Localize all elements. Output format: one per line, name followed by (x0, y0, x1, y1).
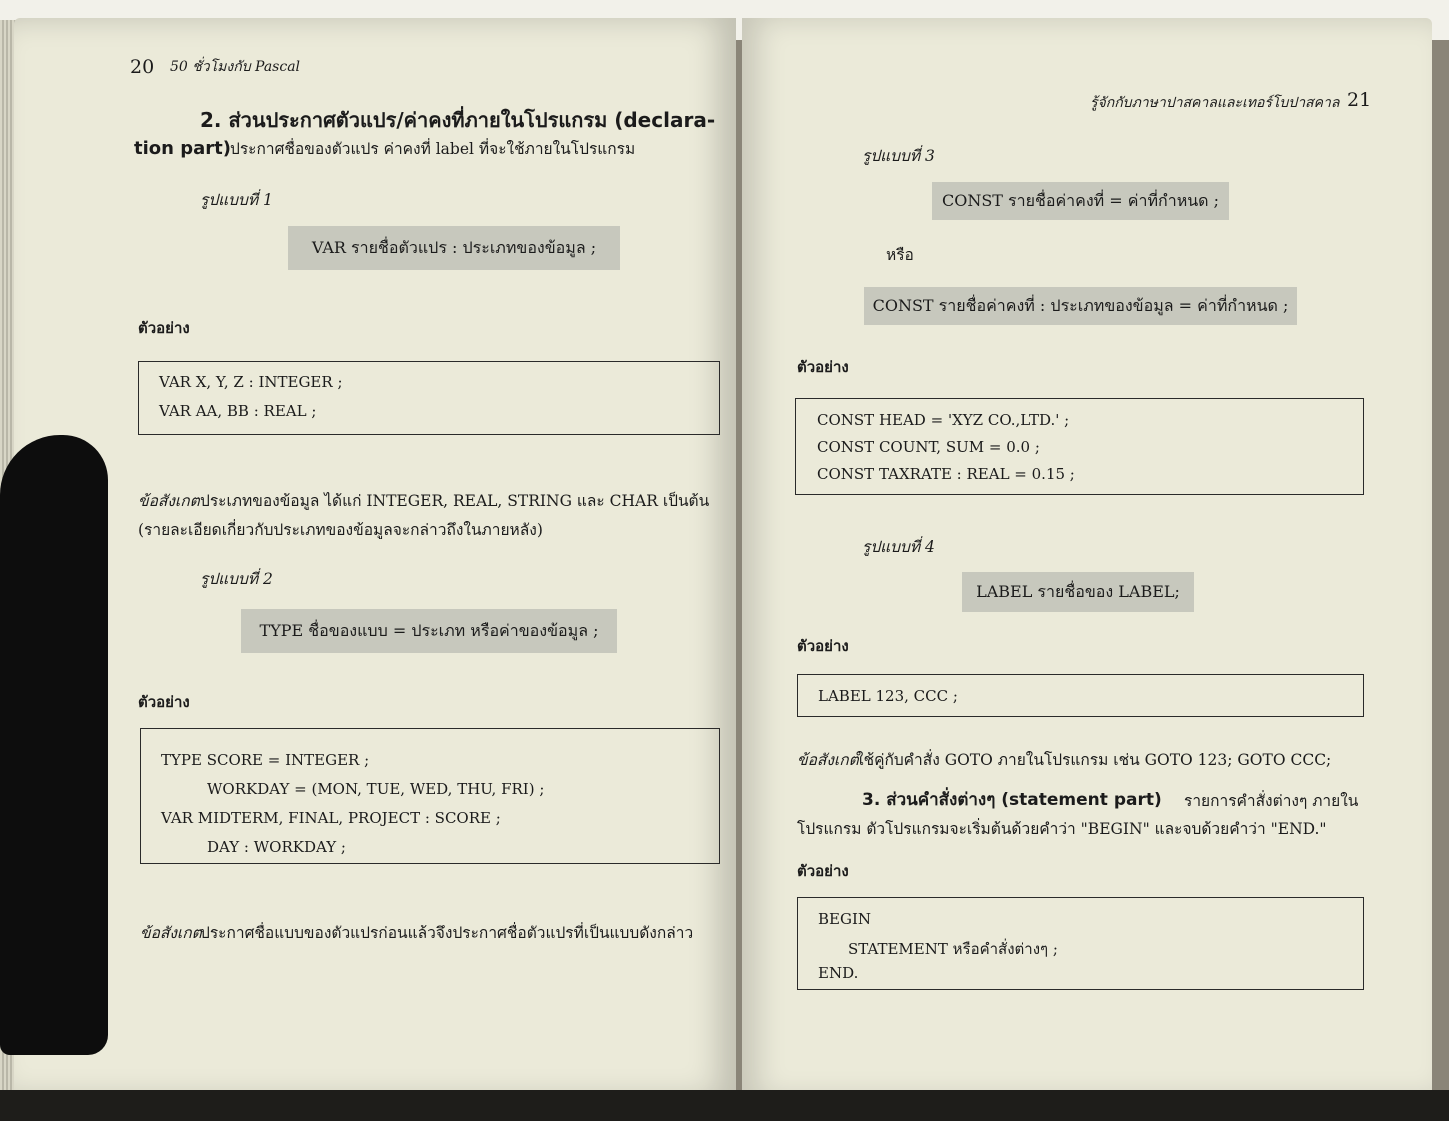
code-line: LABEL 123, CCC ; (818, 687, 958, 705)
example-label-3: ตัวอย่าง (797, 358, 849, 376)
note1-text2: (รายละเอียดเกี่ยวกับประเภทของข้อมูลจะกล่าวถึงในภายหลัง) (138, 521, 543, 539)
note3-label: ข้อสังเกต (797, 751, 859, 769)
code-line: TYPE SCORE = INTEGER ; (161, 751, 370, 769)
section2-desc: ประกาศชื่อของตัวแปร ค่าคงที่ label ที่จะใช้ภายในโปรแกรม (230, 140, 636, 158)
code-line: CONST HEAD = 'XYZ CO.,LTD.' ; (817, 411, 1070, 429)
example1-box (138, 361, 720, 435)
running-header-right: รู้จักกับภาษาปาสคาลและเทอร์โบปาสคาล (1090, 95, 1340, 111)
format1-label: รูปแบบที่ 1 (200, 191, 273, 209)
section3-title: 3. ส่วนคำสั่งต่างๆ (statement part) (862, 790, 1162, 810)
code-line: VAR X, Y, Z : INTEGER ; (159, 373, 343, 391)
code-line: CONST COUNT, SUM = 0.0 ; (817, 438, 1040, 456)
example-label-5: ตัวอย่าง (797, 862, 849, 880)
format4-label: รูปแบบที่ 4 (862, 538, 935, 556)
thumb-shadow (0, 435, 108, 1055)
code-line: END. (818, 964, 859, 982)
format3-label: รูปแบบที่ 3 (862, 147, 935, 165)
format3b-syntax: CONST รายชื่อค่าคงที่ : ประเภทของข้อมูล = ค่าที่กำหนด ; (864, 287, 1297, 325)
example3-box (795, 398, 1364, 495)
note1-text: ประเภทของข้อมูล ได้แก่ INTEGER, REAL, STRING และ CHAR เป็นต้น (200, 492, 710, 510)
code-line: CONST TAXRATE : REAL = 0.15 ; (817, 465, 1075, 483)
code-line: WORKDAY = (MON, TUE, WED, THU, FRI) ; (207, 780, 545, 798)
page-number-right: 21 (1347, 89, 1372, 111)
format3-syntax: CONST รายชื่อค่าคงที่ = ค่าที่กำหนด ; (932, 182, 1229, 220)
example2-box (140, 728, 720, 864)
example-label-1: ตัวอย่าง (138, 319, 190, 337)
bottom-shadow (0, 1090, 1449, 1121)
or-label: หรือ (886, 246, 914, 264)
note2-label: ข้อสังเกต (140, 924, 202, 942)
page-number-left: 20 (130, 56, 155, 78)
example-label-4: ตัวอย่าง (797, 637, 849, 655)
code-line: DAY : WORKDAY ; (207, 838, 346, 856)
section3-desc: รายการคำสั่งต่างๆ ภายใน (1184, 792, 1359, 810)
code-line: BEGIN (818, 910, 872, 928)
format4-syntax: LABEL รายชื่อของ LABEL; (962, 572, 1194, 612)
format2-label: รูปแบบที่ 2 (200, 570, 273, 588)
section3-desc2: โปรแกรม ตัวโปรแกรมจะเริ่มต้นด้วยคำว่า "BEGIN" และจบด้วยคำว่า "END." (797, 820, 1327, 838)
section2-title: 2. ส่วนประกาศตัวแปร/ค่าคงที่ภายในโปรแกรม (declara- (200, 108, 716, 132)
note1-label: ข้อสังเกต (138, 492, 200, 510)
example4-box (797, 674, 1364, 717)
code-line: STATEMENT หรือคำสั่งต่างๆ ; (848, 940, 1058, 958)
example-label-2: ตัวอย่าง (138, 693, 190, 711)
section2-title-cont: tion part) (134, 138, 231, 159)
code-line: VAR MIDTERM, FINAL, PROJECT : SCORE ; (161, 809, 501, 827)
code-line: VAR AA, BB : REAL ; (159, 402, 317, 420)
format2-syntax: TYPE ชื่อของแบบ = ประเภท หรือค่าของข้อมูล ; (241, 609, 617, 653)
format1-syntax: VAR รายชื่อตัวแปร : ประเภทของข้อมูล ; (288, 226, 620, 270)
note3-text: ใช้คู่กับคำสั่ง GOTO ภายในโปรแกรม เช่น GOTO 123; GOTO CCC; (856, 751, 1332, 769)
note2-text: ประกาศชื่อแบบของตัวแปรก่อนแล้วจึงประกาศชื่อตัวแปรที่เป็นแบบดังกล่าว (200, 924, 694, 942)
running-header-left: 50 ชั่วโมงกับ Pascal (170, 59, 301, 75)
example5-box (797, 897, 1364, 990)
